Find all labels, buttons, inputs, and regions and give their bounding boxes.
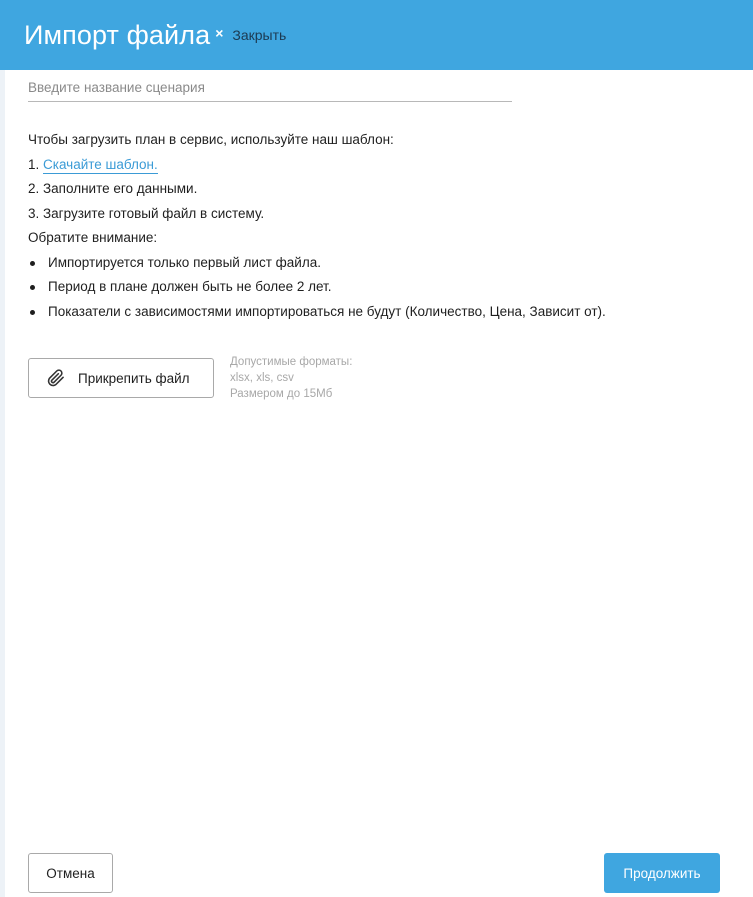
download-template-link[interactable]: Скачайте шаблон. bbox=[43, 156, 158, 172]
note-title: Обратите внимание: bbox=[28, 230, 158, 245]
step-1-number: 1. bbox=[28, 156, 44, 172]
instructions bbox=[28, 128, 728, 324]
size-limit: Размером до 15Мб bbox=[230, 388, 333, 400]
attach-file-button[interactable] bbox=[28, 358, 214, 398]
list-item: Период в плане должен быть не более 2 лет. bbox=[28, 275, 728, 300]
attach-file-label: Прикрепить файл bbox=[78, 370, 190, 386]
instructions-intro: Чтобы загрузить план в сервис, используйте наш шаблон: bbox=[28, 132, 394, 147]
note-bullet-list bbox=[28, 251, 728, 325]
continue-button[interactable]: Продолжить bbox=[604, 853, 720, 893]
list-item: Показатели с зависимостями импортироваться не будут (Количество, Цена, Зависит от). bbox=[28, 300, 728, 325]
scenario-name-input[interactable] bbox=[28, 73, 512, 102]
cancel-button[interactable]: Отмена bbox=[28, 853, 113, 893]
formats-list: xlsx, xls, csv bbox=[230, 372, 294, 384]
paperclip-icon bbox=[46, 368, 66, 388]
list-item: Импортируется только первый лист файла. bbox=[28, 251, 728, 276]
dialog-title: Импорт файла bbox=[24, 19, 211, 50]
formats-title: Допустимые форматы: bbox=[230, 356, 353, 368]
left-edge-strip bbox=[0, 70, 5, 897]
close-button[interactable] bbox=[215, 27, 286, 43]
close-label[interactable]: Закрыть bbox=[232, 27, 287, 43]
instructions-step-1 bbox=[28, 153, 728, 178]
instructions-step-3: 3. Загрузите готовый файл в систему. bbox=[28, 205, 265, 221]
instructions-step-2: 2. Заполните его данными. bbox=[28, 181, 198, 196]
close-icon[interactable]: × bbox=[215, 25, 224, 41]
allowed-formats-info bbox=[230, 354, 352, 402]
dialog-header bbox=[0, 0, 753, 70]
